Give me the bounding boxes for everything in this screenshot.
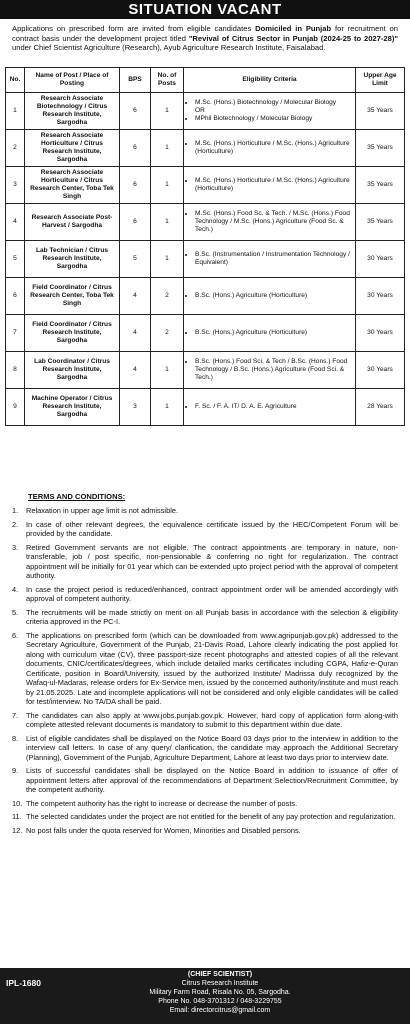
contact-block [120, 970, 320, 1015]
cell-no: 6 [6, 278, 25, 315]
term-number: 12. [12, 825, 23, 835]
term-item [8, 585, 398, 604]
term-text: In case of other relevant degrees, the equivalence certificate issued by the HEC/Competent Forum will be provided by the candidate. [26, 519, 398, 538]
criteria-item: • MPhil Biotechnology / Molecular Biology [195, 115, 353, 123]
term-number: 7. [12, 710, 19, 720]
table-row [6, 389, 405, 426]
cell-no: 8 [6, 352, 25, 389]
terms-list [8, 506, 398, 839]
term-number: 4. [12, 584, 19, 594]
term-text: The candidates can also apply at www.jobs.punjab.gov.pk. However, hard copy of application form along-with complete attested relevant documents is mandatory to submit to this department within due date. [26, 710, 398, 729]
cell-no: 2 [6, 130, 25, 167]
table-row [6, 278, 405, 315]
cell-posts: 1 [151, 130, 184, 167]
cell-post: Field Coordinator / Citrus Research Institute, Sargodha [25, 315, 120, 352]
criteria-item: • B.Sc. (Instrumentation / Instrumentation Technology / Equivalent) [195, 251, 353, 267]
criteria-item: • M.Sc. (Hons.) Food Sc. & Tech. / M.Sc. (Hons.) Food Technology / M.Sc. (Hons.) Agriculture (Food Sc. & Tech.) [195, 210, 353, 234]
cell-post: Research Associate Horticulture / Citrus Research Center, Toba Tek Singh [25, 167, 120, 204]
ipl-number: IPL-1680 [6, 978, 41, 988]
term-item [8, 766, 398, 795]
criteria-item: • M.Sc. (Hons.) Horticulture / M.Sc. (Hons.) Agriculture (Horticulture) [195, 140, 353, 156]
intro-text-1: Applications on prescribed form are invited from eligible candidates [12, 24, 252, 33]
table-header-row [6, 68, 405, 93]
cell-age: 30 Years [356, 352, 405, 389]
cell-post: Research Associate Biotechnology / Citrus Research Institute, Sargodha [25, 93, 120, 130]
cell-criteria [184, 241, 356, 278]
header-posts: No. of Posts [151, 68, 184, 93]
header-criteria: Eligibility Criteria [184, 68, 356, 93]
term-number: 5. [12, 607, 19, 617]
table-row [6, 130, 405, 167]
cell-criteria [184, 315, 356, 352]
cell-posts: 1 [151, 167, 184, 204]
cell-no: 1 [6, 93, 25, 130]
intro-domicile: Domiciled in Punjab [255, 24, 332, 33]
cell-criteria [184, 352, 356, 389]
intro-paragraph [12, 24, 398, 53]
header-bps: BPS [120, 68, 151, 93]
address: Military Farm Road, Risala No. 05, Sargodha. [149, 989, 291, 996]
cell-posts: 1 [151, 93, 184, 130]
criteria-item: • M.Sc. (Hons.) Biotechnology / Molecular Biology [195, 99, 353, 107]
term-item [8, 799, 398, 809]
cell-bps: 6 [120, 204, 151, 241]
term-text: In case the project period is reduced/enhanced, contract appointment order will be amended accordingly with approval of competent authority. [26, 584, 398, 603]
cell-bps: 4 [120, 278, 151, 315]
table-row [6, 241, 405, 278]
cell-age: 35 Years [356, 204, 405, 241]
criteria-item: OR [195, 107, 205, 114]
term-text: Lists of successful candidates shall be displayed on the Notice Board in addition to issuance of offer of appointment letters after approval of the recommendations of Department Selection/Recruitment Committee, by the competent authority. [26, 766, 398, 794]
page-title: SITUATION VACANT [0, 0, 410, 19]
cell-no: 4 [6, 204, 25, 241]
criteria-item: • B.Sc. (Hons.) Agriculture (Horticulture) [195, 292, 353, 300]
term-number: 1. [12, 506, 19, 515]
cell-criteria [184, 204, 356, 241]
table-row [6, 93, 405, 130]
cell-post: Lab Coordinator / Citrus Research Institute, Sargodha [25, 352, 120, 389]
cell-criteria [184, 389, 356, 426]
table-row [6, 204, 405, 241]
cell-posts: 1 [151, 389, 184, 426]
header-post: Name of Post / Place of Posting [25, 68, 120, 93]
term-item [8, 520, 398, 539]
cell-bps: 6 [120, 93, 151, 130]
term-text: Retired Government servants are not eligible. The contract appointments are temporary in nature, non-transferable, job / post specific, non-pensionable & conferring no right for regularization. The contract appointment will be initially for 01 year which can be extended upto project period with the approval of competent authority. [26, 542, 398, 580]
criteria-item: • M.Sc. (Hons.) Horticulture / M.Sc. (Hons.) Agriculture (Horticulture) [195, 177, 353, 193]
criteria-item: • B.Sc. (Hons.) Food Sci. & Tech / B.Sc. (Hons.) Food Technology / B.Sc. (Hons.) Agriculture (Food Sci. & Tech.) [195, 358, 353, 382]
term-number: 6. [12, 630, 19, 640]
cell-posts: 2 [151, 315, 184, 352]
table-row [6, 315, 405, 352]
cell-age: 35 Years [356, 93, 405, 130]
term-number: 8. [12, 733, 19, 743]
cell-age: 28 Years [356, 389, 405, 426]
term-item [8, 826, 398, 836]
signatory-title: (CHIEF SCIENTIST) [187, 971, 253, 978]
cell-posts: 1 [151, 352, 184, 389]
cell-post: Machine Operator / Citrus Research Institute, Sargodha [25, 389, 120, 426]
term-item [8, 608, 398, 627]
cell-no: 3 [6, 167, 25, 204]
term-item [8, 812, 398, 822]
term-number: 10. [12, 798, 23, 808]
phone: Phone No. 048-3701312 / 048-3229755 [158, 998, 282, 1005]
term-text: The recruitments will be made strictly on merit on all Punjab basis in accordance with the selection & eligibility criteria approved in the PC-I. [26, 607, 398, 626]
institute-name: Citrus Research Institute [181, 980, 259, 987]
cell-post: Research Associate Post-Harvest / Sargodha [25, 204, 120, 241]
intro-text-3: under Chief Scientist Agriculture (Research), Ayub Agriculture Research Institute, Faisalabad. [12, 43, 326, 53]
cell-posts: 2 [151, 278, 184, 315]
vacancy-table [5, 67, 405, 426]
cell-bps: 4 [120, 352, 151, 389]
term-text: The selected candidates under the project are not entitled for the benefit of any pay protection and regularization. [26, 812, 396, 821]
cell-age: 30 Years [356, 278, 405, 315]
cell-bps: 4 [120, 315, 151, 352]
term-item [8, 734, 398, 763]
criteria-item: • B.Sc. (Hons.) Agriculture (Horticulture) [195, 329, 353, 337]
cell-no: 5 [6, 241, 25, 278]
term-text: The applications on prescribed form (which can be downloaded from www.agripunjab.gov.pk) addressed to the Secretary Agriculture, Government of the Punjab, 21-Davis Road, Lahore clearly indicating the post applied for along with curriculum vitae (CV), three passport-size recent photographs and attested copies of all the relevant documents, CNIC/certificates/degrees, which include detailed marks certificates including CGPA, Hafiz-e-Quran Certificate, position in Board/University, issued by the authorized Institute/ Madrissa duly recognized by the Wafaq-ul-Madaras, release orders for Ex-Service men, issued by the concerned authority/institute and must reach by 21.05.2025. Late and incomplete applications will not be considered and only eligible candidates will be called for test/interview. No TA/DA shall be paid. [26, 630, 398, 706]
term-text: Relaxation in upper age limit is not admissible. [26, 506, 178, 515]
table-row [6, 352, 405, 389]
email: Email: directorcitrus@gmail.com [169, 1007, 271, 1014]
cell-no: 9 [6, 389, 25, 426]
cell-bps: 6 [120, 167, 151, 204]
intro-text-2: for recruitment on contract basis under the development project titled [12, 24, 398, 43]
cell-bps: 6 [120, 130, 151, 167]
header-age: Upper Age Limit [356, 68, 405, 93]
cell-age: 30 Years [356, 241, 405, 278]
term-number: 3. [12, 542, 19, 552]
term-text: The competent authority has the right to increase or decrease the number of posts. [26, 798, 298, 808]
cell-post: Research Associate Horticulture / Citrus Research Institute, Sargodha [25, 130, 120, 167]
terms-heading: TERMS AND CONDITIONS: [28, 492, 126, 501]
header-no: No. [6, 68, 25, 93]
cell-criteria [184, 167, 356, 204]
cell-age: 30 Years [356, 315, 405, 352]
cell-bps: 5 [120, 241, 151, 278]
cell-no: 7 [6, 315, 25, 352]
cell-criteria [184, 130, 356, 167]
cell-posts: 1 [151, 204, 184, 241]
cell-post: Field Coordinator / Citrus Research Center, Toba Tek Singh [25, 278, 120, 315]
term-text: No post falls under the quota reserved for Women, Minorities and Disabled persons. [26, 825, 301, 835]
term-item [8, 711, 398, 730]
cell-criteria [184, 93, 356, 130]
term-item [8, 631, 398, 707]
cell-posts: 1 [151, 241, 184, 278]
term-number: 11. [12, 812, 22, 821]
cell-post: Lab Technician / Citrus Research Institute, Sargodha [25, 241, 120, 278]
criteria-item: • F. Sc. / F. A. IT/ D. A. E. Agriculture [195, 403, 353, 411]
term-text: List of eligible candidates shall be displayed on the Notice Board 03 days prior to the interview in addition to the interview call letters. In case of any query/ clarification, the candidate may approach the Additional Secretary (Planning), Government of the Punjab, Agriculture Department, Lahore at least two days prior to interview date. [26, 733, 398, 762]
cell-age: 35 Years [356, 130, 405, 167]
intro-project-title: "Revival of Citrus Sector in Punjab (2024-25 to 2027-28)" [188, 33, 398, 43]
table-row [6, 167, 405, 204]
term-number: 9. [12, 766, 19, 775]
cell-bps: 3 [120, 389, 151, 426]
term-item [8, 543, 398, 581]
cell-criteria [184, 278, 356, 315]
footer [0, 968, 410, 1024]
term-number: 2. [12, 519, 19, 529]
cell-age: 35 Years [356, 167, 405, 204]
term-item [8, 506, 398, 516]
